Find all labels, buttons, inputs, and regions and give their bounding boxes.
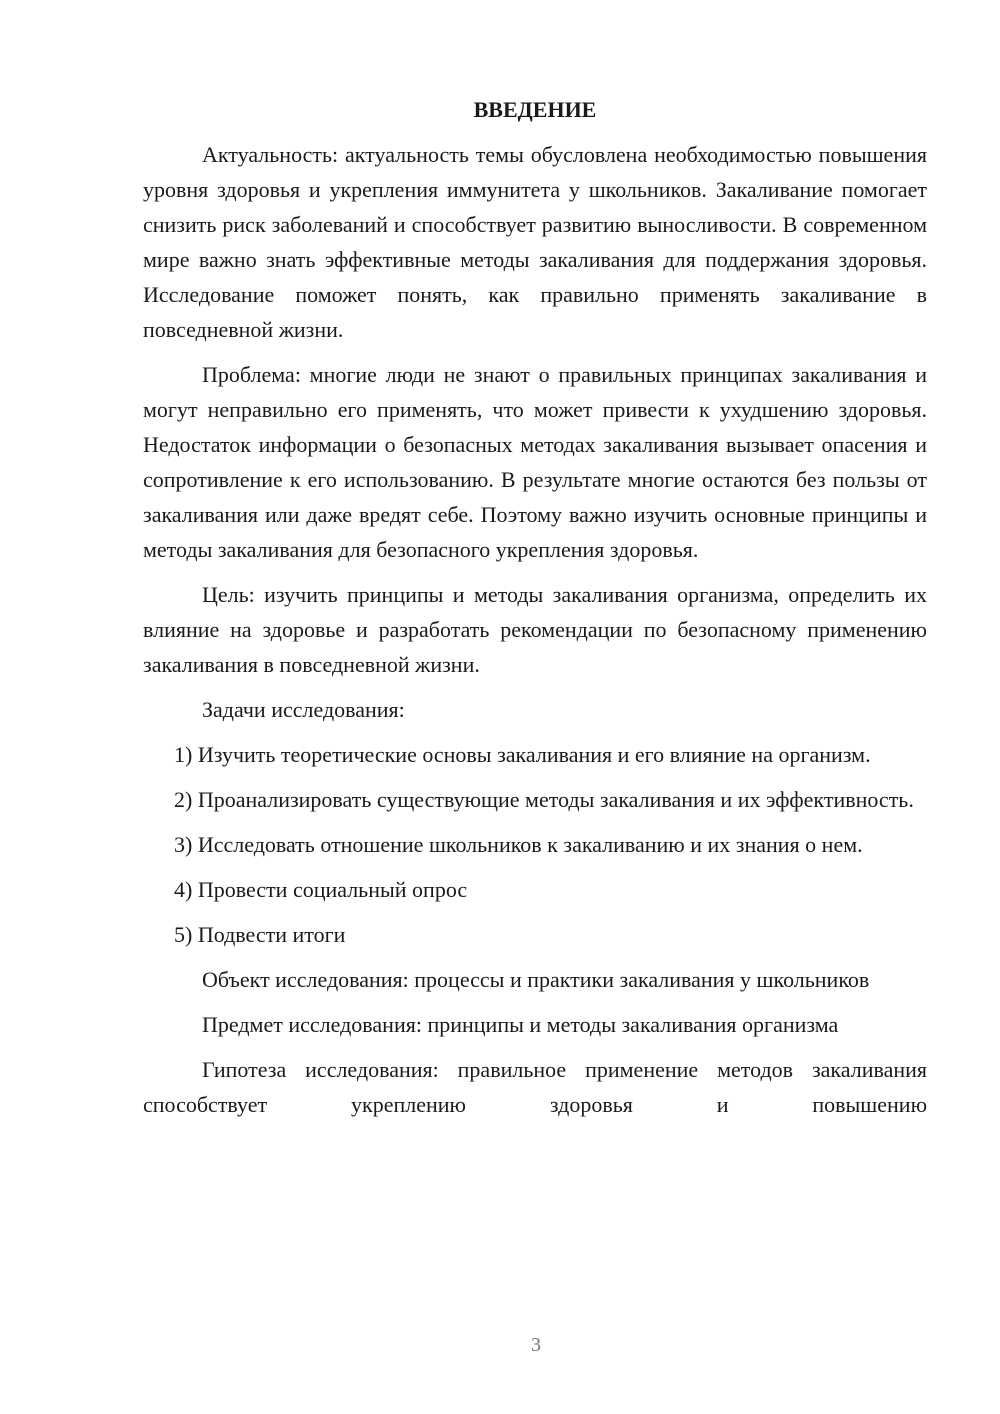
paragraph-object: Объект исследования: процессы и практики закаливания у школьников bbox=[202, 967, 870, 992]
page-number: 3 bbox=[531, 1334, 541, 1356]
paragraph-relevance: Актуальность: актуальность темы обусловлена необходимостью повышения уровня здоровья и укрепления иммунитета у школьников. Закаливание помогает снизить риск заболеваний и способствует развитию выносливости. В современном мире важно знать эффективные методы закаливания для поддержания здоровья. Исследование поможет понять, как правильно применять закаливание в повседневной жизни. bbox=[143, 142, 927, 342]
document-body bbox=[143, 92, 927, 1132]
paragraph-hypothesis: Гипотеза исследования: правильное применение методов закаливания способствует укреплению здоровья и повышению bbox=[143, 1057, 927, 1117]
paragraph-problem: Проблема: многие люди не знают о правильных принципах закаливания и могут неправильно его применять, что может привести к ухудшению здоровья. Недостаток информации о безопасных методах закаливания вызывает опасения и сопротивление к его использованию. В результате многие остаются без пользы от закаливания или даже вредят себе. Поэтому важно изучить основные принципы и методы закаливания для безопасного укрепления здоровья. bbox=[143, 362, 927, 562]
task-item-4: 4) Провести социальный опрос bbox=[174, 877, 468, 902]
paragraph-goal: Цель: изучить принципы и методы закаливания организма, определить их влияние на здоровье и разработать рекомендации по безопасному применению закаливания в повседневной жизни. bbox=[143, 582, 927, 677]
task-item-3: 3) Исследовать отношение школьников к закаливанию и их знания о нем. bbox=[174, 832, 863, 857]
task-item-1: 1) Изучить теоретические основы закаливания и его влияние на организм. bbox=[174, 742, 871, 767]
task-item-5: 5) Подвести итоги bbox=[174, 922, 346, 947]
paragraph-tasks-intro: Задачи исследования: bbox=[202, 697, 405, 722]
task-item-2: 2) Проанализировать существующие методы закаливания и их эффективность. bbox=[174, 787, 914, 812]
paragraph-subject: Предмет исследования: принципы и методы закаливания организма bbox=[202, 1012, 839, 1037]
section-heading: ВВЕДЕНИЕ bbox=[473, 97, 597, 122]
